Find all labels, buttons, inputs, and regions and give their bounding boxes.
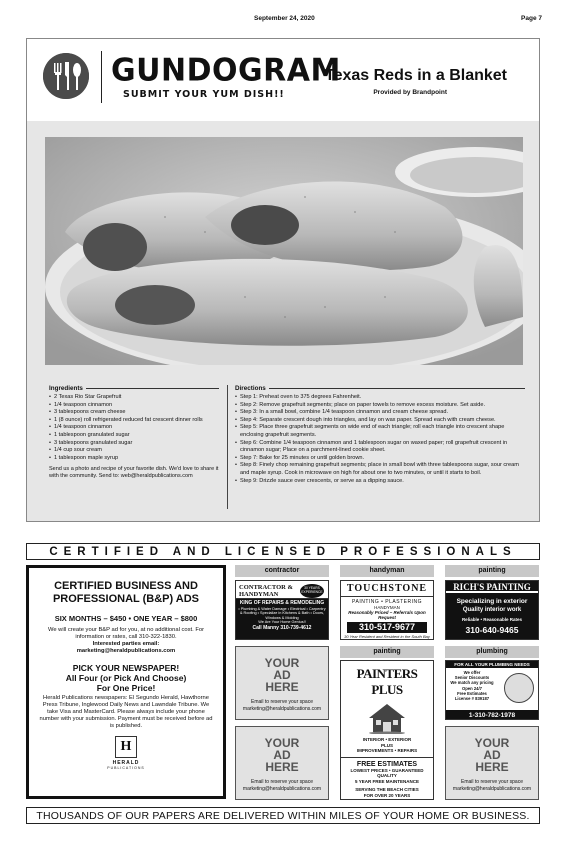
riches-phone: 310-640-9465 (465, 625, 519, 635)
list-item: • Step 2: Remove grapefruit segments; place on paper towels to remove excess moisture. Set aside. (235, 402, 525, 410)
your-ad-here-3[interactable] (445, 726, 539, 800)
plumbing-top: FOR ALL YOUR PLUMBING NEEDS (446, 661, 538, 668)
touchstone-ad[interactable] (340, 580, 434, 640)
category-plumbing: plumbing (445, 646, 539, 658)
bp-pick (29, 663, 223, 693)
list-item: • 1 (8 ounce) roll refrigerated reduced fat crescent dinner rolls (49, 417, 219, 425)
herald-sub: PUBLICATIONS (107, 766, 145, 770)
painters-line3: IMPROVEMENTS • REPAIRS (356, 748, 418, 753)
category-painting-2: painting (340, 646, 434, 658)
contractor-tagline: We Are Your Home Genius!! (258, 620, 306, 625)
globe-icon (504, 673, 534, 703)
recipe-section (26, 38, 540, 522)
plumbing-line4: Open 24/7 (461, 685, 482, 691)
recipe-header (27, 39, 539, 121)
plumbing-line3: We match any pricing (450, 680, 494, 686)
contractor-services: • Plumbing & Water Damage • Electrical • Carpentry & Roofing • Specialize in Kitchens & Bath • Doors, Windows & Molding (238, 606, 326, 620)
riches-painting-ad[interactable] (445, 580, 539, 640)
brand-subtitle: SUBMIT YOUR YUM DISH!! (123, 89, 285, 100)
bp-small-print: Herald Publications newspapers: El Segundo Herald, Hawthorne Press Tribune, Inglewood Daily News and Lawndale Tribune. We take Visa and MasterCard. Please always include your phone number with your submission. Payment must be received before ad is published. (39, 695, 213, 729)
painters-estimates: FREE ESTIMATES (341, 757, 433, 768)
issue-date: September 24, 2020 (254, 15, 315, 22)
plumbing-line6: License # 839187 (454, 696, 490, 702)
plumbing-ad[interactable] (445, 660, 539, 720)
delivery-banner: THOUSANDS OF OUR PAPERS ARE DELIVERED WITHIN MILES OF YOUR HOME OR BUSINESS. (26, 807, 540, 824)
brand-title: GUNDOGRAM (111, 52, 341, 89)
list-item: • Step 8: Finely chop remaining grapefruit segments; place in small bowl with three tablespoons sugar, sour cream and maple syrup. Cook in microwave on high for about one to two minutes, or until it starts to boil. (235, 462, 525, 477)
list-item: • 3 tablespoons granulated sugar (49, 440, 219, 448)
bp-body (29, 627, 223, 655)
list-item: • 1 tablespoon granulated sugar (49, 432, 219, 440)
your-ad-email-label: Email to reserve your space (251, 779, 313, 785)
utensils-icon (43, 53, 89, 99)
logo-divider (101, 51, 102, 103)
your-ad-email[interactable]: marketing@heraldpublications.com (242, 785, 322, 792)
riches-line3: Reliable • Reasonable Rates (461, 617, 523, 622)
painters-line4: LOWEST PRICES • GUARANTEED QUALITY (350, 767, 424, 778)
house-icon (367, 702, 407, 734)
category-contractor: contractor (235, 565, 329, 577)
touchstone-phone: 310-517-9677 (347, 622, 427, 633)
bp-pick-line1: PICK YOUR NEWSPAPER! (72, 663, 180, 673)
riches-line1: Specializing in exterior (456, 598, 528, 605)
bp-pick-line3: For One Price! (96, 683, 156, 693)
your-ad-line3: HERE (475, 760, 509, 774)
touchstone-footnote: 30 Year Resident and Resident in the South Bay (344, 634, 430, 639)
category-handyman: handyman (340, 565, 434, 577)
page-number: Page 7 (521, 15, 542, 22)
your-ad-line3: HERE (265, 680, 299, 694)
list-item: • 3 tablespoons cream cheese (49, 409, 219, 417)
list-item: • Step 6: Combine 1/4 teaspoon cinnamon and 1 tablespoon sugar on waxed paper; roll grapefruit crescent in cinnamon sugar; Place on a parchment-lined cookie sheet. (235, 440, 525, 455)
list-item: • Step 1: Preheat oven to 375 degrees Fahrenheit. (235, 394, 525, 402)
list-item: • 1/4 teaspoon cinnamon (49, 424, 219, 432)
your-ad-line1: YOUR (264, 736, 300, 750)
list-item: • Step 5: Place three grapefruit segments on wide end of each triangle; roll each triangle into crescent shape enclosing grapefruit segments. (235, 424, 525, 439)
painters-line5: 5 YEAR FREE MAINTENANCE (355, 778, 419, 784)
contractor-king: KING OF REPAIRS & REMODELING (239, 600, 325, 606)
directions-heading: Directions (235, 385, 525, 392)
bp-title: CERTIFIED BUSINESS AND PROFESSIONAL (B&P) ADS (52, 580, 200, 605)
painters-plus-name: PAINTERS PLUS (356, 666, 418, 697)
list-item: • Step 9: Drizzle sauce over crescents, or serve as a dipping sauce. (235, 478, 525, 486)
your-ad-line2: AD (273, 748, 291, 762)
plumbing-line5: Free Estimates (457, 690, 487, 696)
plumbing-line1: We offer (463, 670, 481, 675)
list-item: • 1 tablespoon maple syrup (49, 455, 219, 463)
bp-interested: Interested parties email: (92, 641, 160, 647)
list-item: • Step 3: In a small bowl, combine 1/4 teaspoon cinnamon and cream cheese spread. (235, 409, 525, 417)
painters-line1: INTERIOR • EXTERIOR (362, 737, 412, 742)
your-ad-line2: AD (273, 668, 291, 682)
painters-plus-ad[interactable] (340, 660, 434, 800)
your-ad-email[interactable]: marketing@heraldpublications.com (242, 705, 322, 712)
riches-name: RICH'S PAINTING (446, 581, 538, 593)
herald-logo: H (115, 736, 137, 758)
contractor-title: CONTRACTOR & HANDYMAN (239, 584, 293, 598)
list-item: • 1/4 cup sour cream (49, 447, 219, 455)
experience-badge: 30 YEARS EXPERIENCE (300, 584, 324, 598)
ingredients-list (49, 385, 219, 480)
column-divider (227, 385, 228, 509)
recipe-credit: Provided by Brandpoint (373, 89, 447, 96)
your-ad-here-1[interactable] (235, 646, 329, 720)
your-ad-email-label: Email to reserve your space (251, 699, 313, 705)
bp-price: SIX MONTHS – $450 • ONE YEAR – $800 (54, 614, 198, 623)
riches-line2: Quality interior work (462, 607, 522, 613)
your-ad-here-2[interactable] (235, 726, 329, 800)
touchstone-tagline: Reasonably Priced – Referrals Upon Request (348, 610, 426, 620)
touchstone-name: TOUCHSTONE (341, 581, 433, 597)
ingredients-heading: Ingredients (49, 385, 219, 392)
page-header (0, 10, 566, 26)
bp-email[interactable]: marketing@heraldpublications.com (76, 648, 176, 654)
touchstone-services: PAINTING • PLASTERING (352, 599, 422, 605)
certified-banner: CERTIFIED AND LICENSED PROFESSIONALS (26, 543, 540, 560)
bp-ad (26, 565, 226, 799)
contractor-phone: Call Manny 310-739-4612 (252, 624, 312, 631)
contractor-ad[interactable] (235, 580, 329, 640)
touchstone-handyman: HANDYMAN (374, 605, 400, 610)
directions-list (235, 385, 525, 485)
your-ad-line1: YOUR (264, 656, 300, 670)
plumbing-phone: 1-310-782-1978 (446, 710, 538, 720)
list-item: • 2 Texas Rio Star Grapefruit (49, 394, 219, 402)
your-ad-line3: HERE (265, 760, 299, 774)
list-item: • 1/4 teaspoon cinnamon (49, 402, 219, 410)
bp-pick-line2: All Four (or Pick And Choose) (65, 673, 187, 683)
bp-body-text: We will create your B&P ad for you, at no additional cost. For information or rates, call 310-322-1830. (47, 627, 205, 640)
category-painting: painting (445, 565, 539, 577)
herald-name: HERALD (112, 760, 140, 766)
your-ad-email[interactable]: marketing@heraldpublications.com (452, 785, 532, 792)
painters-line6: SERVING THE BEACH CITIES (355, 787, 419, 792)
your-ad-line1: YOUR (474, 736, 510, 750)
painters-line7: FOR OVER 20 YEARS (363, 792, 411, 798)
painters-line2: PLUS (380, 742, 393, 748)
plumbing-line2: Senior Discounts (454, 675, 490, 681)
your-ad-email-label: Email to reserve your space (461, 779, 523, 785)
list-item: • Step 7: Bake for 25 minutes or until golden brown. (235, 455, 525, 463)
list-item: • Step 4: Separate crescent dough into triangles, and lay on wax paper. Spread each with cream cheese. (235, 417, 525, 425)
recipe-title: Texas Reds in a Blanket (325, 67, 507, 84)
your-ad-line2: AD (483, 748, 501, 762)
submission-note: Send us a photo and recipe of your favorite dish. We'd love to share it with the community. Send to: web@heraldpublications.com (49, 466, 219, 480)
recipe-photo (45, 137, 523, 365)
